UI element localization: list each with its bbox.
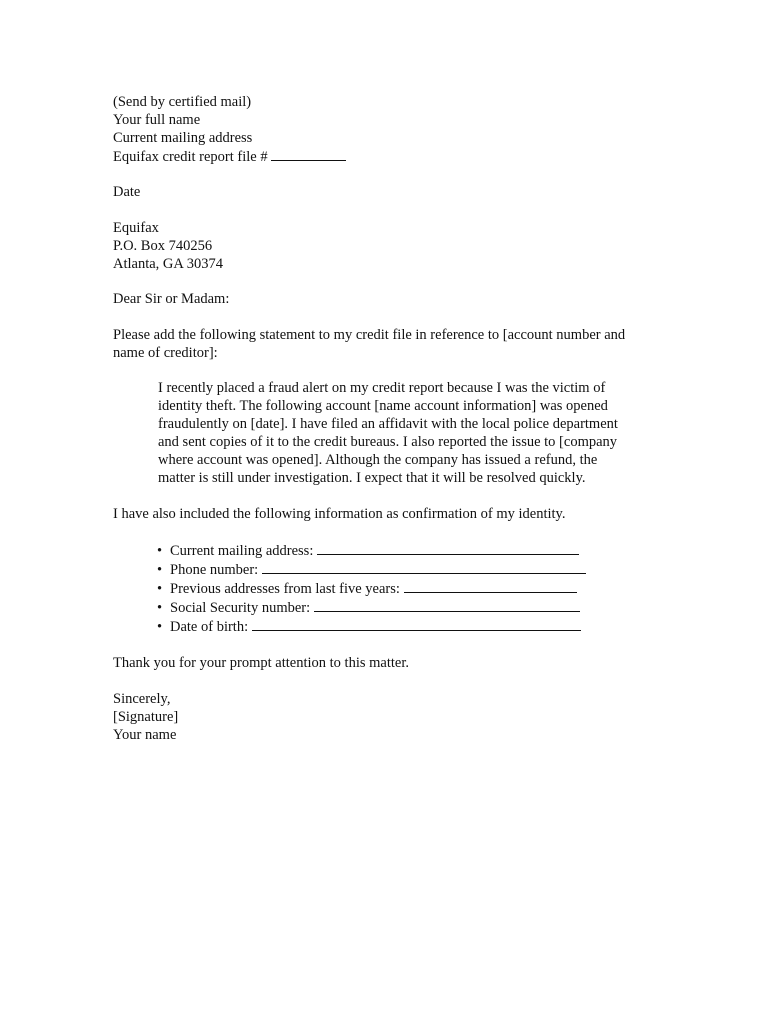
sender-block (113, 93, 346, 165)
intro-line: Please add the following statement to my credit file in reference to [account number and (113, 327, 626, 343)
bullet-icon: • (157, 543, 163, 559)
salutation: Dear Sir or Madam: (113, 291, 230, 307)
bullet-icon: • (157, 600, 163, 616)
statement-line: identity theft. The following account [name account information] was opened (158, 398, 608, 414)
bullet-label: Social Security number: (170, 600, 311, 616)
list-item (157, 579, 586, 598)
statement-line: and sent copies of it to the credit bureaus. I also reported the issue to [company (158, 434, 618, 450)
recipient-po-box: P.O. Box 740256 (113, 238, 213, 254)
list-item (157, 541, 586, 560)
bullet-icon: • (157, 619, 163, 635)
fill-in-blank (314, 598, 580, 612)
thanks-line: Thank you for your prompt attention to this matter. (113, 655, 409, 671)
statement-line: I recently placed a fraud alert on my credit report because I was the victim of (158, 380, 606, 396)
included-info-line: I have also included the following information as confirmation of my identity. (113, 506, 566, 522)
intro-line: name of creditor]: (113, 345, 218, 361)
statement-paragraph (158, 379, 618, 487)
bullet-label: Current mailing address: (170, 543, 314, 559)
fill-in-blank (317, 541, 579, 555)
statement-line: fraudulently on [date]. I have filed an affidavit with the local police department (158, 416, 618, 432)
closing-block (113, 690, 178, 744)
list-item (157, 617, 586, 636)
file-number-blank (271, 147, 346, 161)
closing-sincerely: Sincerely, (113, 691, 171, 707)
file-number-label: Equifax credit report file # (113, 149, 268, 165)
bullet-label: Phone number: (170, 562, 259, 578)
mail-note: (Send by certified mail) (113, 94, 252, 110)
sender-mailing-address: Current mailing address (113, 130, 253, 146)
list-item (157, 560, 586, 579)
sender-full-name: Your full name (113, 112, 201, 128)
statement-line: matter is still under investigation. I expect that it will be resolved quickly. (158, 470, 586, 486)
list-item (157, 598, 586, 617)
date-line: Date (113, 184, 141, 200)
fill-in-blank (252, 617, 581, 631)
recipient-block (113, 219, 223, 273)
bullet-icon: • (157, 581, 163, 597)
intro-paragraph (113, 326, 625, 362)
bullet-label: Date of birth: (170, 619, 249, 635)
bullet-label: Previous addresses from last five years: (170, 581, 400, 597)
statement-line: where account was opened]. Although the company has issued a refund, the (158, 452, 598, 468)
fill-in-blank (262, 560, 586, 574)
file-number-line (113, 147, 346, 165)
closing-signature: [Signature] (113, 709, 179, 725)
recipient-city-state-zip: Atlanta, GA 30374 (113, 256, 223, 272)
fill-in-blank (404, 579, 577, 593)
closing-name: Your name (113, 727, 177, 743)
identity-info-list (157, 541, 586, 636)
recipient-company: Equifax (113, 220, 159, 236)
bullet-icon: • (157, 562, 163, 578)
